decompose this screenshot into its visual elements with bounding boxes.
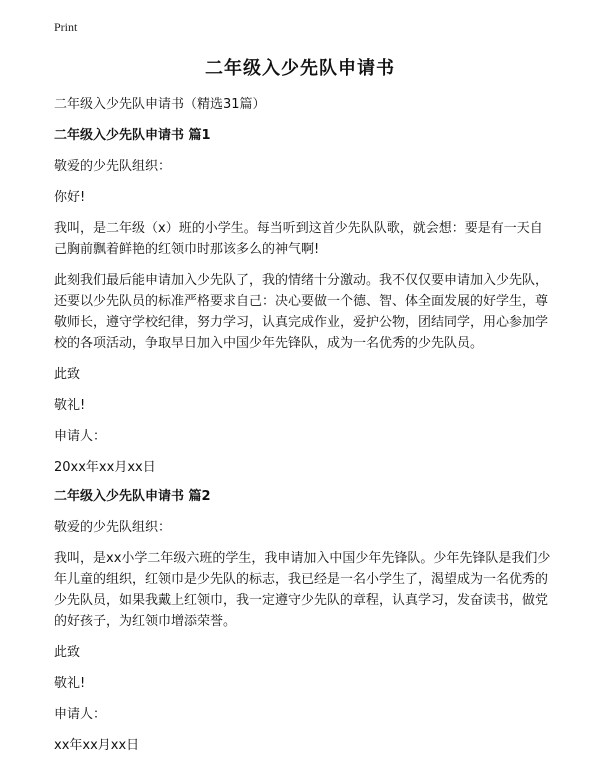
- body-paragraph: 我叫，是xx小学二年级六班的学生，我申请加入中国少年先锋队。少年先锋队是我们少年儿童的组织，红领巾是少先队的标志，我已经是一名小学生了，渴望成为一名优秀的少先队员，如果我戴上红领巾，我一定遵守少先队的章程，认真学习，发奋读书，做党的好孩子，为红领巾增添荣誉。: [54, 551, 551, 629]
- greeting: 你好!: [54, 190, 86, 205]
- closing-line: 敬礼!: [54, 676, 86, 691]
- body-paragraph: 我叫，是二年级（x）班的小学生。每当听到这首少先队队歌，就会想：要是有一天自己胸前飘着鲜艳的红领巾时那该多么的神气啊!: [54, 221, 543, 257]
- section-heading: 二年级入少先队申请书 篇1: [54, 128, 211, 143]
- applicant-line: 申请人：: [54, 429, 107, 444]
- page-title: 二年级入少先队申请书: [205, 58, 395, 79]
- section-heading: 二年级入少先队申请书 篇2: [54, 489, 211, 504]
- salutation: 敬爱的少先队组织：: [54, 159, 172, 174]
- print-link[interactable]: Print: [54, 20, 78, 34]
- document-subtitle: 二年级入少先队申请书（精选31篇）: [54, 97, 266, 112]
- closing-line: 敬礼!: [54, 398, 86, 413]
- applicant-line: 申请人：: [54, 707, 107, 722]
- body-paragraph: 此刻我们最后能申请加入少先队了，我的情绪十分激动。我不仅仅要申请加入少先队，还要以少先队员的标准严格要求自己：决心要做一个德、智、体全面发展的好学生，尊敬师长，遵守学校纪律，努力学习，认真完成作业，爱护公物，团结同学，用心参加学校的各项活动，争取早日加入中国少年先锋队，成为一名优秀的少先队员。: [54, 273, 549, 351]
- document-body: [54, 94, 554, 766]
- closing-line: 此致: [54, 645, 81, 660]
- date-line: 20xx年xx月xx日: [54, 460, 156, 475]
- closing-line: 此致: [54, 367, 81, 382]
- salutation: 敬爱的少先队组织：: [54, 520, 172, 535]
- date-line: xx年xx月xx日: [54, 738, 140, 753]
